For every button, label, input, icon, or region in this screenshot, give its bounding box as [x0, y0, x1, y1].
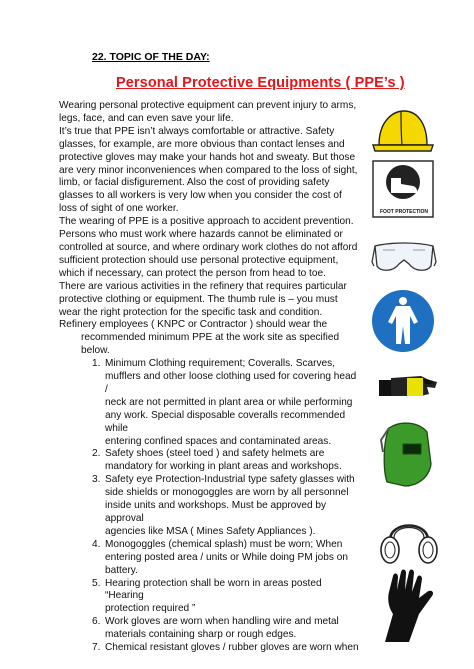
list-item	[59, 642, 359, 655]
list-item-continuation: neck are not permitted in plant area or while performing	[105, 396, 353, 408]
paragraph: The wearing of PPE is a positive approach to accident prevention. Persons who must work where hazards cannot be eliminated or controlled at source, and where ordinary work clothes do not afford sufficient protection should use personal protective equipment, which if necessary, can protect the person from head to toe.	[59, 216, 358, 279]
list-item-continuation: side shields or monogoggles are worn by all personnel	[105, 487, 349, 499]
list-item-continuation: any work. Special disposable coveralls recommended while	[105, 409, 346, 434]
list-item-continuation: materials containing sharp or rough edges.	[105, 629, 297, 641]
list-item-text: Monogoggles (chemical splash) must be worn; When	[105, 538, 343, 550]
list-item	[59, 539, 359, 578]
topic-heading: 22. TOPIC OF THE DAY:	[92, 51, 210, 63]
paragraph: There are various activities in the refinery that requires particular protective clothing or equipment. The thumb rule is – you must wear the right protection for the specific task and condition. Refinery employees ( KNPC or Contractor ) should wear the	[59, 280, 347, 331]
list-number: 1.	[92, 358, 101, 370]
recommend-line: recommended minimum PPE at the work site as specified below.	[81, 332, 340, 357]
coverall-sign-icon	[370, 288, 436, 354]
paragraph: It’s true that PPE isn’t always comfortable or attractive. Safety glasses, for example, are more obvious than contact lenses and protective gloves may make your hands hot and sweaty. But those are very minor inconveniences when compared to the loss of sight, limb, or facial disfigurement. Also the cost of providing safety glasses to all workers is very low when you consider the cost of loss of sight of one worker.	[59, 125, 358, 215]
list-item-continuation: entering posted area / units or While doing PM jobs on	[105, 551, 348, 563]
list-number: 6.	[92, 616, 101, 628]
list-item	[59, 616, 359, 642]
paragraph: Wearing personal protective equipment can prevent injury to arms, legs, face, and can even save your life.	[59, 100, 357, 124]
list-item-text: Hearing protection shall be worn in areas posted “Hearing	[105, 577, 322, 602]
list-item	[59, 578, 359, 617]
page-title: Personal Protective Equipments ( PPE’s )	[116, 75, 405, 91]
rubber-glove-icon	[379, 568, 437, 644]
list-item-continuation: battery.	[105, 564, 138, 576]
list-item-text: Safety eye Protection-Industrial type safety glasses with	[105, 474, 355, 486]
list-item-continuation: entering confined spaces and contaminated areas.	[105, 435, 332, 447]
welding-shield-icon	[379, 420, 435, 488]
list-item-continuation: inside units and workshops. Must be approved by approval	[105, 500, 327, 524]
list-number: 5.	[92, 577, 101, 589]
list-item-text: Safety shoes (steel toed ) and safety helmets are	[105, 448, 325, 460]
list-item-continuation: mufflers and other loose clothing used for covering head /	[105, 371, 357, 395]
ear-muffs-icon	[378, 512, 440, 568]
list-item-text: Chemical resistant gloves / rubber gloves are worn when	[105, 642, 359, 654]
gloves-icon	[377, 372, 439, 402]
ppe-requirements-list	[59, 358, 359, 655]
foot-protection-label: FOOT PROTECTION	[379, 209, 429, 215]
list-item	[59, 448, 359, 474]
list-number: 2.	[92, 448, 101, 460]
list-number: 7.	[92, 642, 101, 654]
body-text	[59, 100, 359, 655]
list-item-continuation: agencies like MSA ( Mines Safety Appliances ).	[105, 525, 316, 537]
list-item-continuation: mandatory for working in plant areas and workshops.	[105, 461, 342, 473]
list-item	[59, 358, 359, 448]
safety-glasses-icon	[371, 236, 437, 280]
list-item-text: Minimum Clothing requirement; Coveralls. Scarves,	[105, 358, 335, 370]
list-item-continuation: protection required ”	[105, 603, 196, 615]
hard-hat-icon	[371, 107, 435, 157]
list-number: 4.	[92, 538, 101, 550]
list-item-text: Work gloves are worn when handling wire and metal	[105, 616, 339, 628]
list-number: 3.	[92, 474, 101, 486]
list-item	[59, 474, 359, 539]
